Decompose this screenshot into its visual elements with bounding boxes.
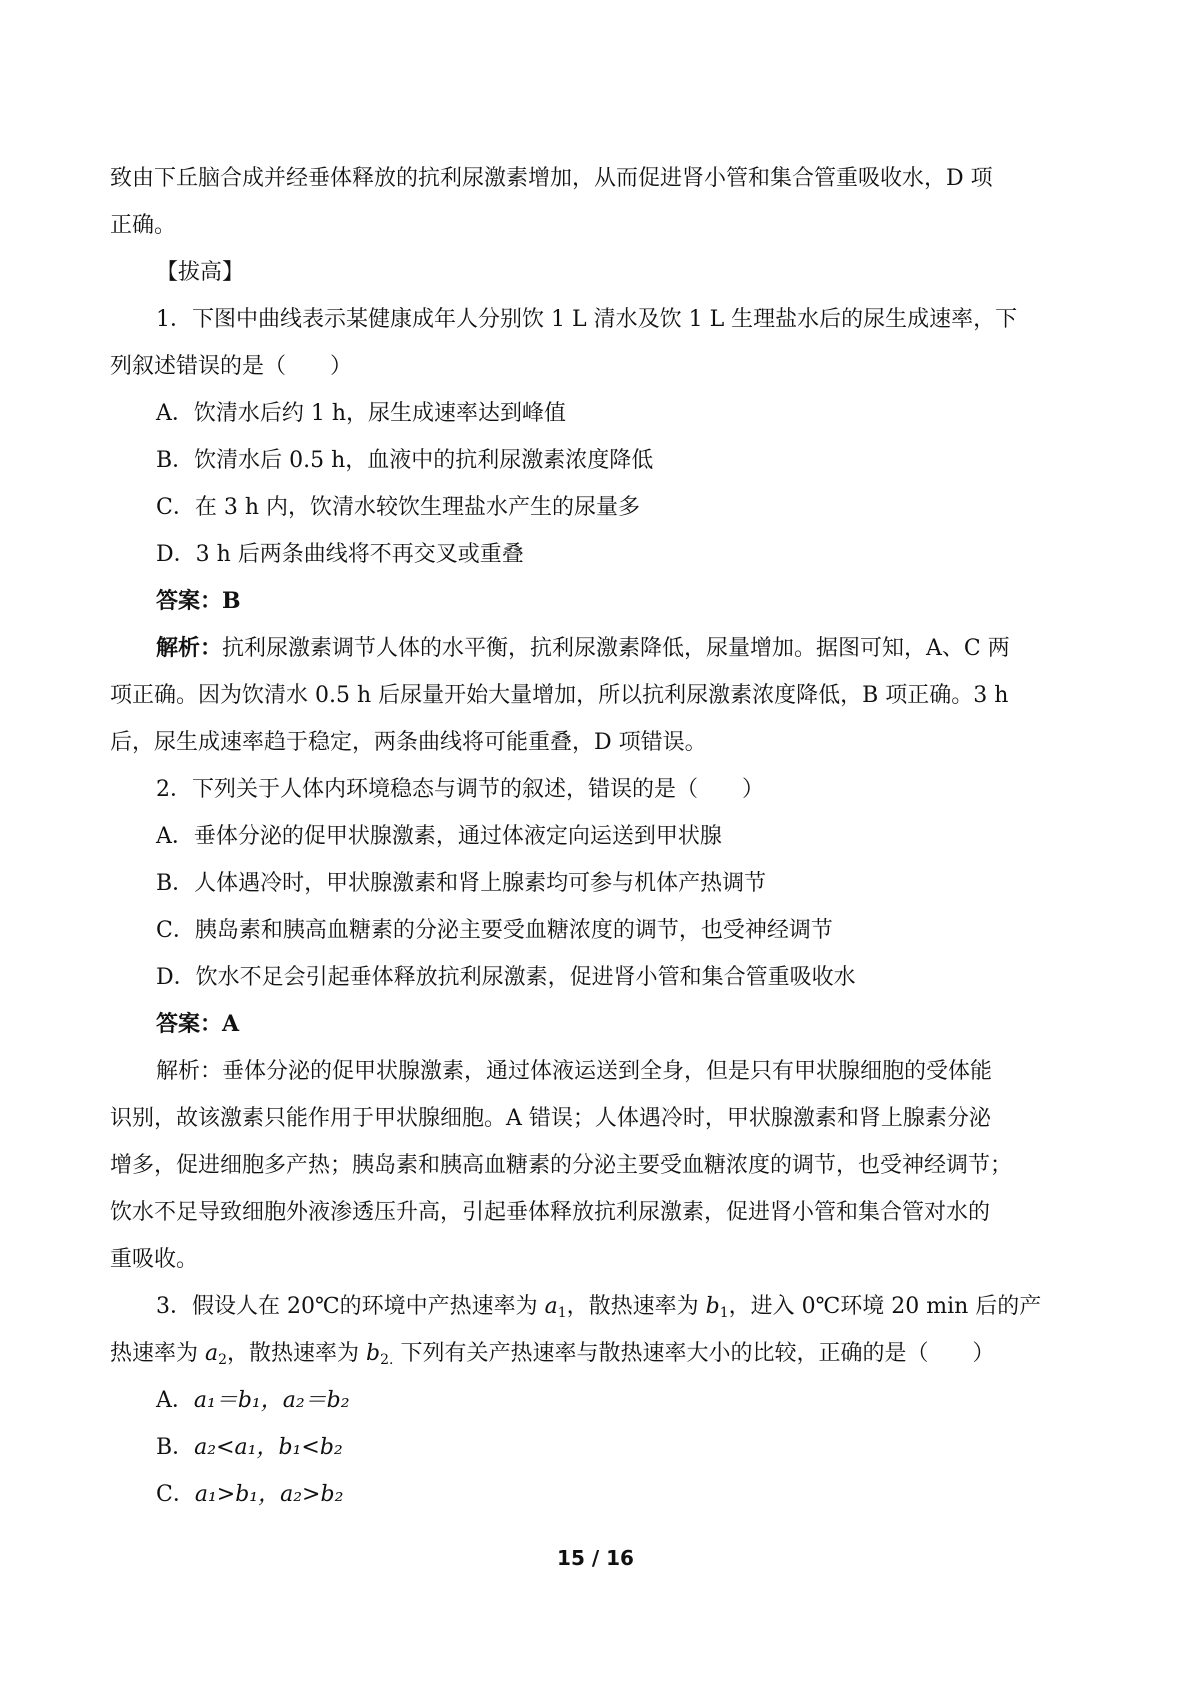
question-3-stem-cont xyxy=(110,1330,1090,1377)
answer-label: 答案： xyxy=(156,1011,223,1037)
q3-var: a xyxy=(205,1341,219,1366)
question-3-option-c xyxy=(110,1471,1090,1518)
text-line: 识别，故该激素只能作用于甲状腺细胞。A 错误；人体遇冷时，甲状腺激素和肾上腺素分泌 xyxy=(110,1106,991,1131)
question-3-stem xyxy=(110,1283,1090,1330)
answer-value: B xyxy=(222,588,241,614)
q3-var: a xyxy=(544,1294,558,1319)
answer-label: 答案： xyxy=(156,588,223,614)
option-label: C． xyxy=(156,1482,195,1507)
q3-var: b xyxy=(366,1341,381,1366)
q3-text: 3．假设人在 20℃的环境中产热速率为 xyxy=(156,1294,545,1319)
question-2-stem: 2．下列关于人体内环境稳态与调节的叙述，错误的是（ ） xyxy=(156,777,764,802)
question-3-option-b xyxy=(110,1424,1090,1471)
page-number: 15 / 16 xyxy=(557,1546,634,1570)
q3-text: ，进入 0℃环境 20 min 后的产 xyxy=(728,1294,1042,1319)
q3-subscript: 1 xyxy=(557,1305,567,1321)
q3-subscript: 2 xyxy=(218,1352,228,1368)
analysis-label: 解析： xyxy=(156,635,223,661)
question-2-option-a: A．垂体分泌的促甲状腺激素，通过体液定向运送到甲状腺 xyxy=(156,824,722,849)
text-line: 增多，促进细胞多产热；胰岛素和胰高血糖素的分泌主要受血糖浓度的调节，也受神经调节； xyxy=(110,1153,1013,1178)
question-1-option-a: A．饮清水后约 1 h，尿生成速率达到峰值 xyxy=(156,401,567,426)
q3-text: 下列有关产热速率与散热速率大小的比较，正确的是（ ） xyxy=(393,1341,995,1366)
text-line: 后，尿生成速率趋于稳定，两条曲线将可能重叠，D 项错误。 xyxy=(110,730,707,755)
question-1-option-d: D．3 h 后两条曲线将不再交叉或重叠 xyxy=(156,542,524,567)
q3-subscript: 1 xyxy=(719,1305,729,1321)
question-2-answer xyxy=(110,1001,1090,1048)
question-1-option-c: C．在 3 h 内，饮清水较饮生理盐水产生的尿量多 xyxy=(156,495,640,520)
option-expression: a₁＝b₁，a₂＝b₂ xyxy=(193,1388,350,1413)
q3-var: b xyxy=(705,1294,720,1319)
option-expression: a₁>b₁，a₂>b₂ xyxy=(194,1482,344,1507)
text-line: 致由下丘脑合成并经垂体释放的抗利尿激素增加，从而促进肾小管和集合管重吸收水，D 项 xyxy=(110,166,993,191)
question-3-option-a xyxy=(110,1377,1090,1424)
question-1-answer xyxy=(110,578,1090,625)
question-1-stem-cont: 列叙述错误的是（ ） xyxy=(110,354,353,379)
option-expression: a₂<a₁，b₁<b₂ xyxy=(194,1435,343,1460)
text-line: 正确。 xyxy=(110,213,177,238)
document-page xyxy=(110,155,1090,1518)
text-line: 饮水不足导致细胞外液渗透压升高，引起垂体释放抗利尿激素，促进肾小管和集合管对水的 xyxy=(110,1200,991,1225)
option-label: A． xyxy=(156,1388,194,1413)
q3-subscript: 2. xyxy=(380,1352,394,1368)
section-heading: 【拔高】 xyxy=(156,260,245,285)
question-2-option-d: D．饮水不足会引起垂体释放抗利尿激素，促进肾小管和集合管重吸收水 xyxy=(156,965,856,990)
question-2-option-b: B．人体遇冷时，甲状腺激素和肾上腺素均可参与机体产热调节 xyxy=(156,871,767,896)
text-line: 重吸收。 xyxy=(110,1247,199,1272)
analysis-text: 抗利尿激素调节人体的水平衡，抗利尿激素降低，尿量增加。据图可知，A、C 两 xyxy=(222,636,1010,661)
question-1-stem: 1．下图中曲线表示某健康成年人分别饮 1 L 清水及饮 1 L 生理盐水后的尿生成速率，下 xyxy=(156,307,1018,332)
text-line: 项正确。因为饮清水 0.5 h 后尿量开始大量增加，所以抗利尿激素浓度降低，B 项正确。3 h xyxy=(110,683,1009,708)
question-1-analysis xyxy=(110,625,1090,672)
option-label: B． xyxy=(156,1435,195,1460)
question-2-analysis: 解析：垂体分泌的促甲状腺激素，通过体液运送到全身，但是只有甲状腺细胞的受体能 xyxy=(156,1059,993,1084)
q3-text: ，散热速率为 xyxy=(227,1341,367,1366)
answer-value: A xyxy=(222,1011,240,1037)
question-1-option-b: B．饮清水后 0.5 h，血液中的抗利尿激素浓度降低 xyxy=(156,448,654,473)
q3-text: 热速率为 xyxy=(110,1341,205,1366)
q3-text: ，散热速率为 xyxy=(566,1294,706,1319)
question-2-option-c: C．胰岛素和胰高血糖素的分泌主要受血糖浓度的调节，也受神经调节 xyxy=(156,918,833,943)
